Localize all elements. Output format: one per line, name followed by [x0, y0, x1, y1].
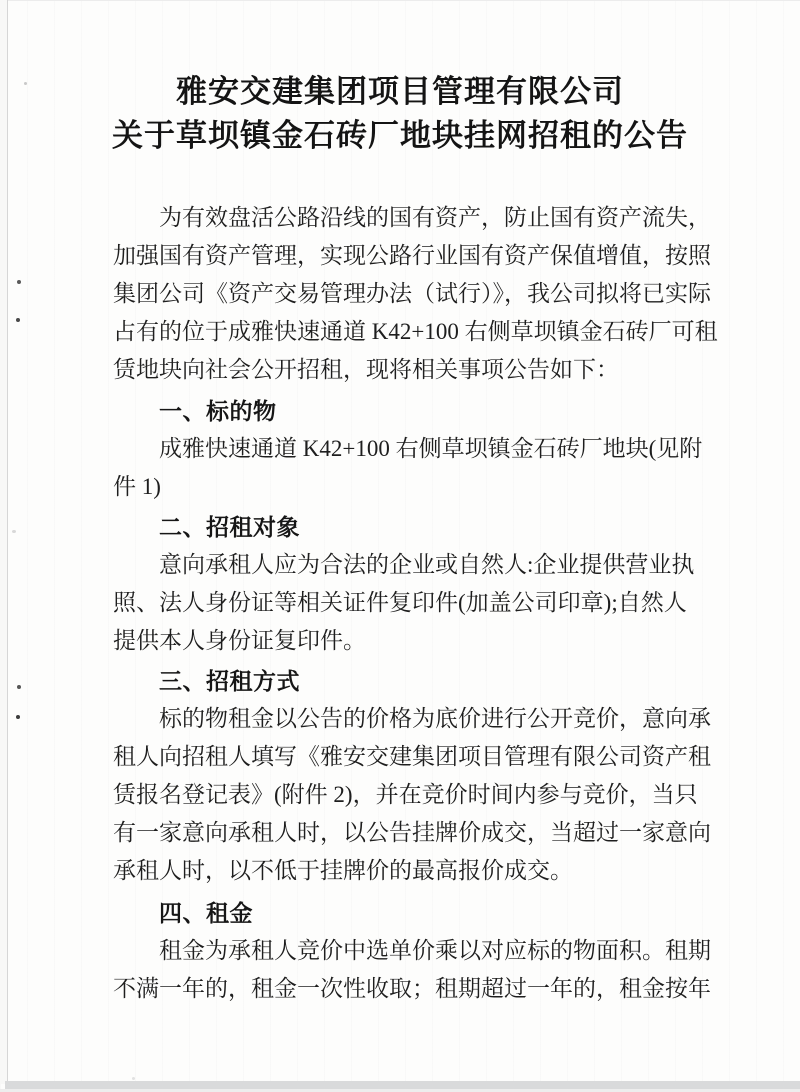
body-line: 赁报名登记表》(附件 2)，并在竞价时间内参与竞价，当只 — [113, 782, 698, 807]
section-heading-4: 四、租金 — [159, 900, 253, 926]
body-line: 照、法人身份证等相关证件复印件(加盖公司印章);自然人 — [113, 590, 687, 615]
scan-speck — [17, 685, 21, 689]
scan-bottom-shadow — [5, 1081, 800, 1089]
body-line: 赁地块向社会公开招租，现将相关事项公告如下： — [113, 357, 619, 382]
title-line-2: 关于草坝镇金石砖厂地块挂网招租的公告 — [112, 118, 688, 153]
scan-top-edge — [0, 0, 800, 1]
body-line: 标的物租金以公告的价格为底价进行公开竞价，意向承 — [159, 706, 711, 731]
body-line: 加强国有资产管理，实现公路行业国有资产保值增值，按照 — [113, 243, 711, 268]
body-line: 意向承租人应为合法的企业或自然人:企业提供营业执 — [159, 552, 695, 577]
scan-speck — [16, 715, 20, 719]
body-line: 不满一年的，租金一次性收取；租期超过一年的，租金按年 — [113, 976, 711, 1001]
scan-speck — [12, 530, 16, 533]
body-line: 占有的位于成雅快速通道 K42+100 右侧草坝镇金石砖厂可租 — [113, 319, 718, 344]
body-line: 租人向招租人填写《雅安交建集团项目管理有限公司资产租 — [113, 744, 711, 769]
title-line-1: 雅安交建集团项目管理有限公司 — [176, 74, 624, 109]
scan-left-edge-line — [7, 0, 8, 1084]
section-heading-2: 二、招租对象 — [159, 514, 300, 540]
body-line: 租金为承租人竞价中选单价乘以对应标的物面积。租期 — [159, 938, 711, 963]
scan-speck — [132, 1077, 135, 1080]
body-line: 成雅快速通道 K42+100 右侧草坝镇金石砖厂地块(见附 — [159, 436, 703, 461]
scan-speck — [17, 280, 21, 284]
scan-left-strip — [0, 0, 7, 1084]
body-line: 有一家意向承租人时，以公告挂牌价成交，当超过一家意向 — [113, 820, 711, 845]
section-heading-3: 三、招租方式 — [159, 668, 300, 694]
section-heading-1: 一、标的物 — [159, 398, 277, 424]
body-line: 集团公司《资产交易管理办法（试行）》，我公司拟将已实际 — [113, 281, 711, 306]
body-line: 为有效盘活公路沿线的国有资产，防止国有资产流失， — [159, 205, 711, 230]
document-title — [0, 70, 800, 158]
scan-speck — [16, 318, 20, 322]
body-line: 件 1) — [113, 474, 161, 499]
body-line: 承租人时，以不低于挂牌价的最高报价成交。 — [113, 858, 573, 883]
body-line: 提供本人身份证复印件。 — [113, 628, 366, 653]
document-body — [113, 199, 753, 1008]
